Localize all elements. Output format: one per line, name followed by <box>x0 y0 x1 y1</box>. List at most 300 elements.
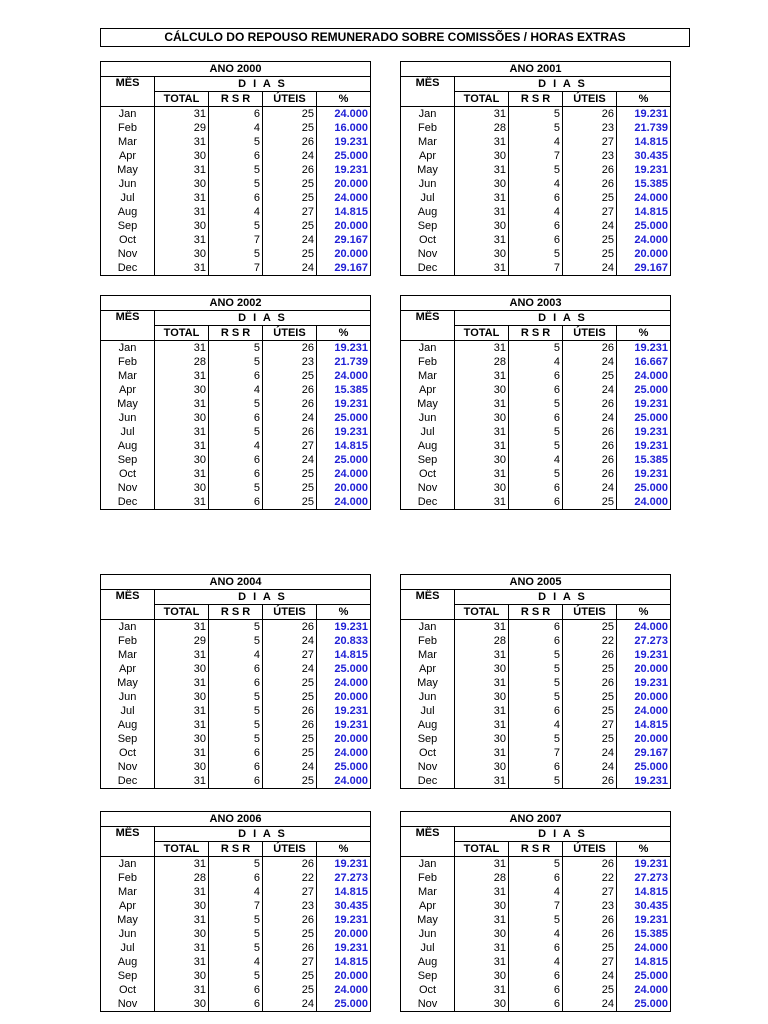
uteis-cell: 24 <box>563 997 617 1012</box>
total-cell: 30 <box>455 969 509 983</box>
total-cell: 31 <box>455 983 509 997</box>
total-cell: 31 <box>155 261 209 276</box>
rsr-cell: 6 <box>209 746 263 760</box>
month-cell: Oct <box>401 233 455 247</box>
month-cell: Mar <box>401 648 455 662</box>
total-cell: 30 <box>155 177 209 191</box>
month-cell: Jun <box>101 177 155 191</box>
percent-cell: 20.000 <box>317 247 371 261</box>
rsr-cell: 6 <box>209 191 263 205</box>
table-row <box>101 163 371 177</box>
rsr-cell: 7 <box>209 233 263 247</box>
table-row <box>401 439 671 453</box>
uteis-cell: 24 <box>263 453 317 467</box>
year-table <box>100 811 371 1012</box>
rsr-cell: 4 <box>509 718 563 732</box>
month-cell: Oct <box>401 746 455 760</box>
total-cell: 31 <box>155 341 209 356</box>
rsr-cell: 5 <box>509 774 563 789</box>
table-row <box>401 219 671 233</box>
table-row <box>101 453 371 467</box>
percent-cell: 14.815 <box>317 885 371 899</box>
uteis-cell: 24 <box>263 662 317 676</box>
percent-cell: 24.000 <box>317 774 371 789</box>
total-cell: 31 <box>155 746 209 760</box>
percent-cell: 24.000 <box>617 369 671 383</box>
month-cell: Sep <box>101 969 155 983</box>
table-row <box>401 191 671 205</box>
total-cell: 31 <box>155 191 209 205</box>
month-cell: Nov <box>401 997 455 1012</box>
rsr-cell: 6 <box>209 411 263 425</box>
pct-header: % <box>617 605 671 620</box>
total-cell: 29 <box>155 634 209 648</box>
month-cell: Jun <box>401 690 455 704</box>
uteis-cell: 26 <box>563 913 617 927</box>
rsr-cell: 4 <box>509 955 563 969</box>
uteis-cell: 27 <box>563 955 617 969</box>
month-cell: Jul <box>101 941 155 955</box>
rsr-cell: 6 <box>509 219 563 233</box>
rsr-cell: 5 <box>209 690 263 704</box>
uteis-cell: 27 <box>263 885 317 899</box>
year-title: ANO 2004 <box>101 575 371 590</box>
percent-cell: 27.273 <box>317 871 371 885</box>
total-cell: 31 <box>155 648 209 662</box>
rsr-cell: 4 <box>209 439 263 453</box>
total-cell: 30 <box>455 219 509 233</box>
total-cell: 31 <box>155 397 209 411</box>
percent-cell: 24.000 <box>317 676 371 690</box>
uteis-header: ÚTEIS <box>563 842 617 857</box>
table-row <box>101 191 371 205</box>
total-cell: 30 <box>455 247 509 261</box>
percent-cell: 25.000 <box>617 219 671 233</box>
total-cell: 31 <box>455 205 509 219</box>
uteis-cell: 26 <box>263 163 317 177</box>
uteis-cell: 24 <box>563 411 617 425</box>
uteis-header: ÚTEIS <box>263 605 317 620</box>
total-cell: 31 <box>155 107 209 122</box>
total-cell: 30 <box>155 453 209 467</box>
table-row <box>101 261 371 276</box>
rsr-cell: 6 <box>209 983 263 997</box>
total-cell: 30 <box>455 481 509 495</box>
rsr-cell: 6 <box>509 191 563 205</box>
percent-cell: 24.000 <box>617 704 671 718</box>
rsr-cell: 5 <box>509 397 563 411</box>
table-row <box>101 648 371 662</box>
rsr-header: R S R <box>209 842 263 857</box>
total-cell: 31 <box>155 774 209 789</box>
total-cell: 31 <box>455 648 509 662</box>
dias-header: D I A S <box>155 827 371 842</box>
month-cell: Dec <box>101 774 155 789</box>
dias-header: D I A S <box>455 827 671 842</box>
month-cell: May <box>401 913 455 927</box>
table-row <box>101 495 371 510</box>
table-row <box>101 121 371 135</box>
month-cell: Feb <box>401 871 455 885</box>
percent-cell: 25.000 <box>317 411 371 425</box>
uteis-header: ÚTEIS <box>263 842 317 857</box>
header-row <box>101 77 371 92</box>
table-row <box>401 899 671 913</box>
month-cell: Sep <box>401 453 455 467</box>
table-row <box>401 913 671 927</box>
uteis-cell: 25 <box>263 969 317 983</box>
percent-cell: 19.231 <box>317 425 371 439</box>
uteis-cell: 25 <box>263 746 317 760</box>
uteis-cell: 26 <box>263 425 317 439</box>
mes-header: MÊS <box>101 77 155 107</box>
uteis-header: ÚTEIS <box>263 92 317 107</box>
table-row <box>401 941 671 955</box>
total-cell: 28 <box>455 871 509 885</box>
total-cell: 31 <box>155 885 209 899</box>
month-cell: Sep <box>401 732 455 746</box>
uteis-cell: 27 <box>563 885 617 899</box>
uteis-cell: 25 <box>263 247 317 261</box>
month-cell: Jan <box>101 341 155 356</box>
table-row <box>401 857 671 872</box>
month-cell: Apr <box>101 662 155 676</box>
year-table <box>400 574 671 789</box>
table-row <box>101 481 371 495</box>
dias-header: D I A S <box>155 77 371 92</box>
month-cell: Jun <box>401 411 455 425</box>
total-cell: 31 <box>455 746 509 760</box>
month-cell: Oct <box>101 746 155 760</box>
total-cell: 31 <box>155 233 209 247</box>
percent-cell: 25.000 <box>317 997 371 1012</box>
pct-header: % <box>317 326 371 341</box>
uteis-cell: 24 <box>263 149 317 163</box>
rsr-cell: 5 <box>509 247 563 261</box>
total-cell: 31 <box>455 233 509 247</box>
total-cell: 30 <box>155 149 209 163</box>
rsr-header: R S R <box>509 92 563 107</box>
table-row <box>401 205 671 219</box>
total-cell: 31 <box>155 983 209 997</box>
year-title: ANO 2006 <box>101 812 371 827</box>
uteis-cell: 25 <box>263 467 317 481</box>
percent-cell: 14.815 <box>317 955 371 969</box>
month-cell: Mar <box>101 648 155 662</box>
uteis-cell: 26 <box>263 383 317 397</box>
month-cell: Dec <box>401 495 455 510</box>
rsr-cell: 6 <box>209 774 263 789</box>
mes-header: MÊS <box>401 311 455 341</box>
total-cell: 31 <box>455 369 509 383</box>
total-cell: 31 <box>455 107 509 122</box>
total-cell: 31 <box>155 676 209 690</box>
rsr-cell: 6 <box>509 760 563 774</box>
table-row <box>401 690 671 704</box>
total-cell: 30 <box>155 383 209 397</box>
table-row <box>101 634 371 648</box>
rsr-cell: 5 <box>209 355 263 369</box>
table-row <box>401 425 671 439</box>
table-row <box>401 955 671 969</box>
uteis-cell: 25 <box>563 690 617 704</box>
percent-cell: 24.000 <box>317 746 371 760</box>
dias-header: D I A S <box>455 590 671 605</box>
rsr-cell: 6 <box>209 149 263 163</box>
rsr-cell: 5 <box>509 121 563 135</box>
pct-header: % <box>617 842 671 857</box>
rsr-cell: 5 <box>509 913 563 927</box>
rsr-cell: 5 <box>509 676 563 690</box>
uteis-cell: 26 <box>563 453 617 467</box>
uteis-cell: 24 <box>263 634 317 648</box>
table-row <box>401 634 671 648</box>
table-row <box>101 871 371 885</box>
percent-cell: 20.000 <box>617 690 671 704</box>
dias-header: D I A S <box>455 77 671 92</box>
total-cell: 30 <box>155 760 209 774</box>
uteis-cell: 26 <box>263 857 317 872</box>
total-cell: 31 <box>155 163 209 177</box>
rsr-cell: 6 <box>209 467 263 481</box>
uteis-cell: 27 <box>263 439 317 453</box>
total-cell: 31 <box>155 704 209 718</box>
uteis-cell: 25 <box>263 983 317 997</box>
total-cell: 31 <box>155 135 209 149</box>
rsr-cell: 7 <box>209 261 263 276</box>
month-cell: Apr <box>401 149 455 163</box>
year-title: ANO 2003 <box>401 296 671 311</box>
rsr-cell: 5 <box>509 662 563 676</box>
month-cell: Oct <box>101 233 155 247</box>
uteis-cell: 23 <box>263 355 317 369</box>
table-row <box>401 135 671 149</box>
table-row <box>101 899 371 913</box>
percent-cell: 25.000 <box>317 149 371 163</box>
table-row <box>401 261 671 276</box>
rsr-cell: 6 <box>509 969 563 983</box>
uteis-cell: 26 <box>563 341 617 356</box>
rsr-header: R S R <box>209 326 263 341</box>
uteis-cell: 25 <box>563 941 617 955</box>
percent-cell: 19.231 <box>617 341 671 356</box>
percent-cell: 27.273 <box>617 634 671 648</box>
total-cell: 30 <box>155 997 209 1012</box>
percent-cell: 19.231 <box>617 774 671 789</box>
rsr-cell: 4 <box>509 453 563 467</box>
pct-header: % <box>317 842 371 857</box>
total-cell: 30 <box>455 899 509 913</box>
total-cell: 31 <box>155 439 209 453</box>
month-cell: Feb <box>401 121 455 135</box>
year-table <box>400 811 671 1012</box>
table-row <box>401 467 671 481</box>
table-row <box>401 369 671 383</box>
uteis-cell: 25 <box>563 495 617 510</box>
percent-cell: 24.000 <box>617 941 671 955</box>
dias-header: D I A S <box>455 311 671 326</box>
month-cell: Jul <box>401 425 455 439</box>
percent-cell: 14.815 <box>617 135 671 149</box>
month-cell: Apr <box>401 662 455 676</box>
month-cell: Apr <box>401 383 455 397</box>
table-row <box>101 983 371 997</box>
percent-cell: 19.231 <box>617 107 671 122</box>
uteis-cell: 25 <box>263 690 317 704</box>
rsr-cell: 6 <box>209 369 263 383</box>
rsr-cell: 4 <box>509 355 563 369</box>
uteis-cell: 22 <box>563 634 617 648</box>
uteis-cell: 24 <box>563 481 617 495</box>
percent-cell: 25.000 <box>617 997 671 1012</box>
percent-cell: 19.231 <box>617 163 671 177</box>
rsr-cell: 5 <box>209 163 263 177</box>
percent-cell: 19.231 <box>317 941 371 955</box>
uteis-cell: 25 <box>263 676 317 690</box>
rsr-cell: 5 <box>509 425 563 439</box>
rsr-cell: 4 <box>209 205 263 219</box>
uteis-cell: 22 <box>263 871 317 885</box>
total-cell: 31 <box>455 774 509 789</box>
uteis-cell: 26 <box>263 718 317 732</box>
table-row <box>101 369 371 383</box>
header-row <box>101 827 371 842</box>
month-cell: Jan <box>101 107 155 122</box>
percent-cell: 24.000 <box>617 191 671 205</box>
month-cell: Aug <box>101 718 155 732</box>
table-row <box>101 383 371 397</box>
percent-cell: 19.231 <box>317 135 371 149</box>
year-title: ANO 2000 <box>101 62 371 77</box>
table-row <box>401 676 671 690</box>
rsr-cell: 5 <box>209 620 263 635</box>
uteis-cell: 26 <box>563 774 617 789</box>
uteis-cell: 27 <box>563 205 617 219</box>
header-row <box>101 590 371 605</box>
total-cell: 30 <box>455 927 509 941</box>
month-cell: Nov <box>101 481 155 495</box>
rsr-cell: 5 <box>509 163 563 177</box>
uteis-cell: 25 <box>263 732 317 746</box>
uteis-cell: 25 <box>263 177 317 191</box>
percent-cell: 25.000 <box>317 453 371 467</box>
total-cell: 31 <box>155 718 209 732</box>
month-cell: Sep <box>401 219 455 233</box>
table-row <box>101 107 371 122</box>
total-cell: 31 <box>455 341 509 356</box>
rsr-cell: 5 <box>209 219 263 233</box>
table-row <box>401 177 671 191</box>
total-cell: 31 <box>155 955 209 969</box>
percent-cell: 20.000 <box>317 177 371 191</box>
total-cell: 31 <box>455 135 509 149</box>
percent-cell: 16.000 <box>317 121 371 135</box>
month-cell: May <box>101 913 155 927</box>
uteis-cell: 25 <box>563 369 617 383</box>
table-row <box>101 690 371 704</box>
table-row <box>101 341 371 356</box>
month-cell: Dec <box>401 261 455 276</box>
total-cell: 30 <box>455 411 509 425</box>
mes-header: MÊS <box>101 827 155 857</box>
percent-cell: 29.167 <box>317 233 371 247</box>
table-row <box>401 397 671 411</box>
rsr-cell: 5 <box>509 341 563 356</box>
percent-cell: 14.815 <box>617 885 671 899</box>
year-table <box>100 61 371 276</box>
rsr-cell: 6 <box>509 495 563 510</box>
total-cell: 31 <box>455 704 509 718</box>
uteis-header: ÚTEIS <box>563 605 617 620</box>
percent-cell: 29.167 <box>317 261 371 276</box>
table-row <box>401 233 671 247</box>
table-row <box>101 732 371 746</box>
rsr-cell: 5 <box>509 107 563 122</box>
table-row <box>101 885 371 899</box>
rsr-cell: 6 <box>509 997 563 1012</box>
year-title: ANO 2005 <box>401 575 671 590</box>
year-title-row <box>101 575 371 590</box>
uteis-cell: 26 <box>563 177 617 191</box>
percent-cell: 19.231 <box>617 913 671 927</box>
percent-cell: 20.000 <box>317 481 371 495</box>
rsr-cell: 5 <box>209 177 263 191</box>
percent-cell: 24.000 <box>317 191 371 205</box>
month-cell: Feb <box>401 355 455 369</box>
total-cell: 31 <box>155 467 209 481</box>
percent-cell: 30.435 <box>317 899 371 913</box>
month-cell: Mar <box>401 369 455 383</box>
rsr-cell: 6 <box>509 383 563 397</box>
rsr-cell: 6 <box>509 481 563 495</box>
rsr-cell: 6 <box>509 941 563 955</box>
uteis-cell: 27 <box>263 648 317 662</box>
table-row <box>401 149 671 163</box>
total-cell: 31 <box>455 676 509 690</box>
month-cell: Sep <box>101 219 155 233</box>
pct-header: % <box>317 92 371 107</box>
percent-cell: 19.231 <box>317 913 371 927</box>
uteis-cell: 26 <box>563 648 617 662</box>
total-cell: 28 <box>155 355 209 369</box>
total-cell: 30 <box>455 383 509 397</box>
percent-cell: 20.833 <box>317 634 371 648</box>
rsr-cell: 5 <box>509 857 563 872</box>
total-cell: 31 <box>455 439 509 453</box>
total-cell: 28 <box>455 634 509 648</box>
uteis-cell: 26 <box>563 676 617 690</box>
percent-cell: 14.815 <box>617 718 671 732</box>
month-cell: Dec <box>101 261 155 276</box>
uteis-cell: 25 <box>563 662 617 676</box>
uteis-cell: 24 <box>263 760 317 774</box>
year-table <box>400 61 671 276</box>
month-cell: Dec <box>401 774 455 789</box>
year-title: ANO 2007 <box>401 812 671 827</box>
percent-cell: 14.815 <box>317 205 371 219</box>
total-cell: 30 <box>155 899 209 913</box>
year-title-row <box>401 62 671 77</box>
mes-header: MÊS <box>101 590 155 620</box>
total-cell: 31 <box>155 369 209 383</box>
rsr-cell: 5 <box>209 927 263 941</box>
table-row <box>101 620 371 635</box>
month-cell: Jul <box>101 704 155 718</box>
table-row <box>101 177 371 191</box>
rsr-cell: 6 <box>509 634 563 648</box>
table-row <box>401 927 671 941</box>
rsr-cell: 6 <box>509 233 563 247</box>
